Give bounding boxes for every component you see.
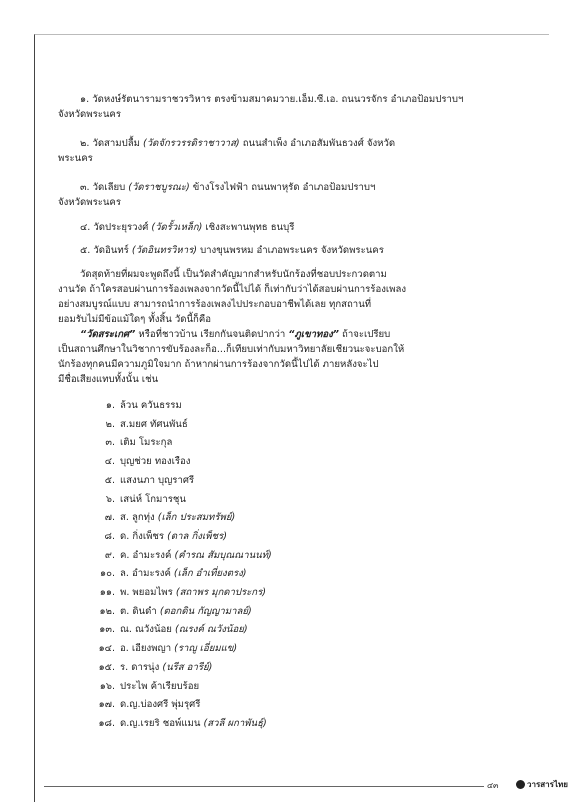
paragraph-line bbox=[58, 312, 211, 327]
singer-number bbox=[89, 622, 115, 637]
singer-item bbox=[120, 473, 194, 488]
singer-number-text: ๑๓. bbox=[99, 624, 115, 636]
singer-item bbox=[120, 566, 247, 581]
singer-number-text: ๔. bbox=[104, 456, 115, 468]
singer-number-text: ๖. bbox=[105, 493, 115, 505]
temple-number: ๑. bbox=[80, 94, 90, 105]
singer-number bbox=[89, 473, 115, 488]
singer-name: ด.ญ.บ่องศรี พุ่มรุศรี bbox=[120, 699, 201, 711]
singer-real-name: (สวลี ผกาพันธุ์) bbox=[203, 717, 267, 729]
paragraph-line bbox=[80, 267, 387, 282]
singer-number bbox=[89, 417, 115, 432]
singer-number bbox=[89, 454, 115, 469]
singer-name: ด.ญ.เรยริ ชอพ์แมน bbox=[120, 717, 201, 729]
singer-item bbox=[120, 435, 172, 450]
temple-alt-name: (วัดราชบูรณะ) bbox=[128, 182, 190, 193]
temple-location-cont: พระนคร bbox=[58, 153, 93, 164]
logo-icon bbox=[516, 780, 525, 789]
singer-item bbox=[120, 510, 235, 525]
singer-number-text: ๘. bbox=[104, 530, 115, 542]
temple-item bbox=[80, 180, 375, 195]
temple-location: ตรงข้ามสมาคมวาย.เอ็ม.ซี.เอ. ถนนวรจักร อำเภอป้อมปราบฯ bbox=[214, 94, 464, 105]
singer-item bbox=[120, 417, 188, 432]
singer-number bbox=[89, 510, 115, 525]
temple-number: ๕. bbox=[80, 245, 91, 256]
singer-number-text: ๓. bbox=[105, 437, 115, 449]
singer-item bbox=[120, 529, 227, 544]
temple-name: วัดอินทร์ bbox=[93, 245, 129, 256]
temple-location: เชิงสะพานพุทธ ธนบุรี bbox=[205, 222, 295, 233]
singer-name: บุญช่วย ทองเรือง bbox=[120, 456, 191, 468]
temple-item-continuation bbox=[58, 151, 93, 166]
singer-number-text: ๗. bbox=[104, 512, 115, 524]
singer-name: ล้วน ควันธรรม bbox=[120, 400, 182, 411]
singer-item bbox=[120, 641, 237, 656]
temple-name: วัดเลียบ bbox=[92, 182, 126, 193]
temple-item bbox=[80, 243, 384, 258]
singer-name: ส.มยศ ทัศนพันธ์ bbox=[120, 418, 188, 430]
singer-number-text: ๑๕. bbox=[98, 661, 115, 673]
singer-real-name: (ตอกดิน กัญญามาลย์) bbox=[159, 605, 252, 617]
singer-item bbox=[120, 398, 182, 413]
temple-alt-name: (วัดรั้วเหล็ก) bbox=[151, 222, 203, 233]
temple-item bbox=[80, 136, 395, 151]
temple-alt-name: (วัดจักรวรรดิราชาวาส) bbox=[142, 138, 240, 149]
paragraph-text: นักร้องทุกคนมีความภูมิใจมาก ถ้าหากผ่านการร้องจากวัดนี้ไปได้ ภายหลังจะไป bbox=[58, 359, 379, 370]
singer-real-name: (เล็ก ประสมทรัพย์) bbox=[157, 512, 236, 524]
temple-name: วัดหงษ์รัตนารามราชวรวิหาร bbox=[92, 94, 212, 105]
singer-number bbox=[89, 398, 115, 413]
temple-item bbox=[80, 220, 294, 235]
page-number: ๔๓ bbox=[487, 781, 499, 790]
singer-real-name: (ราญู เอี่ยมแข) bbox=[174, 643, 238, 655]
singer-name: ณ. ณวังน้อย bbox=[120, 624, 172, 636]
singer-name: อ. เอียงพญา bbox=[120, 643, 172, 655]
singer-name: เสน่ห์ โกมารชุน bbox=[120, 493, 186, 505]
temple-item bbox=[80, 92, 463, 107]
paragraph-text: งานวัด ถ้าใครสอบผ่านการร้องเพลงจากวัดนี้ไปได้ ก็เท่ากับว่าได้สอบผ่านการร้องเพลง bbox=[58, 284, 407, 295]
singer-number bbox=[89, 529, 115, 544]
paragraph-line bbox=[80, 327, 390, 342]
singer-name: แสงนภา บุญราศรี bbox=[120, 474, 195, 486]
singer-item bbox=[120, 622, 248, 637]
singer-number bbox=[89, 641, 115, 656]
paragraph-text: มีชื่อเสียงแทบทั้งนั้น เช่น bbox=[58, 374, 159, 385]
singer-number bbox=[89, 548, 115, 563]
singer-name: ต. ดินดำ bbox=[120, 605, 157, 617]
paragraph-text: ถ้าจะเปรียบ bbox=[338, 329, 391, 340]
temple-name: วัดสามปลื้ม bbox=[92, 138, 140, 149]
singer-item bbox=[120, 679, 199, 694]
singer-real-name: (เล็ก อำเที่ยงตรง) bbox=[173, 568, 247, 580]
temple-number: ๓. bbox=[80, 182, 90, 193]
singer-item bbox=[120, 454, 190, 469]
singer-number-text: ๑๔. bbox=[98, 643, 115, 655]
footer-rule bbox=[44, 786, 484, 787]
temple-item-continuation bbox=[58, 107, 121, 122]
singer-number bbox=[89, 716, 115, 731]
singer-name: พ. พยอมไพร bbox=[120, 587, 173, 598]
singer-name: ล. อำมะรงค์ bbox=[120, 568, 171, 580]
singer-item bbox=[120, 604, 252, 619]
singer-name: ด. กิ่งเพ็ชร bbox=[120, 530, 165, 542]
temple-name: วัดประยุรวงศ์ bbox=[93, 222, 149, 233]
temple-number: ๒. bbox=[80, 138, 90, 149]
singer-number-text: ๑๗. bbox=[98, 699, 115, 711]
paragraph-line bbox=[58, 297, 371, 312]
singer-number-text: ๕. bbox=[104, 474, 115, 486]
singer-number-text: ๑๖. bbox=[99, 680, 115, 692]
temple-location-cont: จังหวัดพระนคร bbox=[58, 109, 122, 120]
singer-number bbox=[89, 679, 115, 694]
singer-number bbox=[89, 604, 115, 619]
singer-number bbox=[89, 660, 115, 675]
temple-number: ๔. bbox=[80, 222, 91, 233]
paragraph-text: ยอมรับไม่มีข้อแม้ใดๆ ทั้งสิ้น วัดนี้ก็คือ bbox=[58, 314, 212, 325]
singer-item bbox=[120, 492, 186, 507]
singer-number-text: ๙. bbox=[104, 549, 115, 561]
singer-item bbox=[120, 548, 272, 563]
singer-number-text: ๒. bbox=[105, 418, 115, 430]
paragraph-text: เป็นสถานศึกษาในวิชาการขับร้องละก็อ...ก็เทียบเท่ากับมหาวิทยาลัยเชียวนะจะบอกให้ bbox=[58, 344, 405, 355]
temple-location: ถนนสำเพ็ง อำเภอสัมพันธวงศ์ จังหวัด bbox=[242, 138, 396, 149]
singer-item bbox=[120, 716, 267, 731]
paragraph-line bbox=[58, 342, 404, 357]
singer-number bbox=[89, 566, 115, 581]
singer-name: ประไพ ค้าเรียบร้อย bbox=[120, 680, 200, 692]
logo-text: วารสารไทย bbox=[527, 780, 568, 789]
singer-real-name: (สถาพร มุกดาประกร) bbox=[175, 587, 266, 598]
singer-number bbox=[89, 585, 115, 600]
singer-name: ร. ดารนุ่ง bbox=[120, 661, 160, 673]
singer-number-text: ๑. bbox=[105, 400, 115, 411]
singer-real-name: (ดาล กิ่งเพ็ชร) bbox=[167, 530, 227, 542]
singer-number bbox=[89, 697, 115, 712]
publisher-logo bbox=[516, 778, 568, 791]
singer-number bbox=[89, 435, 115, 450]
temple-location: บางขุนพรหม อำเภอพระนคร จังหวัดพระนคร bbox=[200, 245, 384, 256]
singer-item bbox=[120, 697, 200, 712]
singer-name: เติม โมระกุล bbox=[120, 437, 173, 449]
paragraph-line bbox=[58, 372, 158, 387]
temple-alt-name: (วัดอินทรวิหาร) bbox=[131, 245, 198, 256]
wat-saket-name: “วัดสระเกศ” bbox=[80, 329, 136, 340]
singer-number-text: ๑๘. bbox=[98, 717, 115, 729]
singer-number-text: ๑๒. bbox=[99, 605, 115, 617]
temple-item-continuation bbox=[58, 195, 121, 210]
temple-location: ข้างโรงไฟฟ้า ถนนพาหุรัด อำเภอป้อมปราบฯ bbox=[192, 182, 376, 193]
paragraph-line bbox=[58, 357, 379, 372]
paragraph-text: อย่างสมบูรณ์แบบ สามารถนำการร้องเพลงไปประกอบอาชีพได้เลย ทุกสถานที่ bbox=[58, 299, 372, 310]
paragraph-line bbox=[58, 282, 406, 297]
paragraph-text: วัดสุดท้ายที่ผมจะพูดถึงนี้ เป็นวัดสำคัญมากสำหรับนักร้องที่ชอบประกวดตาม bbox=[80, 269, 387, 280]
singer-real-name: (นรีส อารีย์) bbox=[162, 661, 213, 673]
temple-location-cont: จังหวัดพระนคร bbox=[58, 197, 122, 208]
singer-name: ส. ลูกทุ่ง bbox=[120, 512, 155, 524]
singer-real-name: (คำรณ สัมบุณณานนท์) bbox=[174, 549, 272, 561]
singer-name: ค. อำมะรงค์ bbox=[120, 549, 172, 561]
singer-item bbox=[120, 660, 212, 675]
singer-item bbox=[120, 585, 266, 600]
singer-real-name: (ณรงค์ ณวังน้อย) bbox=[174, 624, 248, 636]
singer-number bbox=[89, 492, 115, 507]
singer-number-text: ๑๑. bbox=[99, 587, 115, 598]
singer-number-text: ๑๐. bbox=[100, 568, 115, 580]
golden-mount-name: “ภูเขาทอง” bbox=[288, 329, 339, 340]
paragraph-text: หรือที่ชาวบ้าน เรียกกันจนติดปากว่า bbox=[135, 329, 289, 340]
